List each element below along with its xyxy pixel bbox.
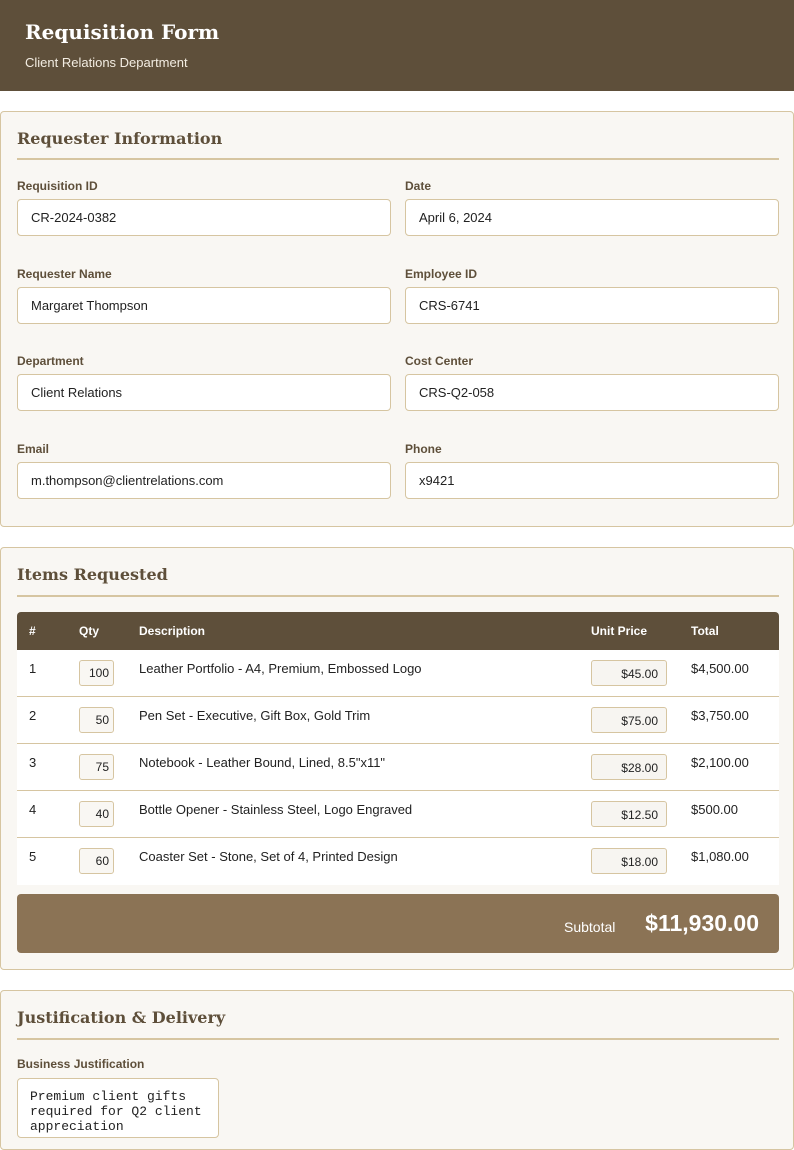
employee-id-input[interactable]: CRS-6741 — [405, 287, 779, 324]
qty-input[interactable]: 75 — [79, 754, 114, 780]
line-total: $1,080.00 — [691, 849, 749, 864]
table-row — [17, 744, 779, 791]
justification-textarea[interactable]: Premium client gifts required for Q2 client appreciation — [17, 1078, 219, 1138]
cost-center-label: Cost Center — [405, 354, 474, 368]
justification-section — [0, 990, 794, 1150]
requisition-id-input[interactable]: CR-2024-0382 — [17, 199, 391, 236]
requisition-id-label: Requisition ID — [17, 179, 98, 193]
qty-input[interactable]: 60 — [79, 848, 114, 874]
item-description: Bottle Opener - Stainless Steel, Logo Engraved — [139, 802, 413, 817]
col-qty: Qty — [79, 624, 100, 638]
row-number: 4 — [29, 802, 37, 817]
section-title: Requester Information — [17, 129, 223, 148]
table-row — [17, 697, 779, 744]
item-description: Leather Portfolio - A4, Premium, Embossed Logo — [139, 661, 422, 676]
divider — [17, 595, 779, 597]
date-input[interactable]: April 6, 2024 — [405, 199, 779, 236]
qty-input[interactable]: 100 — [79, 660, 114, 686]
divider — [17, 1038, 779, 1040]
item-description: Pen Set - Executive, Gift Box, Gold Trim — [139, 708, 371, 723]
subtotal-label: Subtotal — [564, 919, 616, 935]
subtotal-value: $11,930.00 — [645, 910, 759, 936]
email-input[interactable]: m.thompson@clientrelations.com — [17, 462, 391, 499]
cost-center-input[interactable]: CRS-Q2-058 — [405, 374, 779, 411]
unit-price-input[interactable]: $45.00 — [591, 660, 667, 686]
subtotal-bar — [17, 894, 779, 953]
section-title: Items Requested — [17, 565, 168, 584]
unit-price-input[interactable]: $28.00 — [591, 754, 667, 780]
page-title: Requisition Form — [25, 20, 220, 44]
col-description: Description — [139, 624, 206, 638]
department-label: Department — [17, 354, 84, 368]
requester-name-input[interactable]: Margaret Thompson — [17, 287, 391, 324]
requester-section — [0, 111, 794, 527]
unit-price-input[interactable]: $75.00 — [591, 707, 667, 733]
unit-price-input[interactable]: $12.50 — [591, 801, 667, 827]
phone-label: Phone — [405, 441, 442, 456]
line-total: $3,750.00 — [691, 708, 749, 723]
qty-input[interactable]: 40 — [79, 801, 114, 827]
row-number: 5 — [29, 849, 37, 864]
table-header — [17, 612, 779, 650]
item-description: Notebook - Leather Bound, Lined, 8.5"x11" — [139, 755, 386, 770]
email-label: Email — [17, 441, 50, 456]
page-header — [0, 0, 794, 91]
table-row — [17, 650, 779, 697]
row-number: 3 — [29, 755, 37, 770]
items-table — [17, 612, 779, 885]
section-title: Justification & Delivery — [17, 1008, 226, 1027]
row-number: 2 — [29, 708, 37, 723]
col-num: # — [29, 624, 36, 638]
table-row — [17, 791, 779, 838]
line-total: $4,500.00 — [691, 661, 749, 676]
item-description: Coaster Set - Stone, Set of 4, Printed Design — [139, 849, 398, 864]
qty-input[interactable]: 50 — [79, 707, 114, 733]
col-total: Total — [691, 624, 719, 638]
col-unit-price: Unit Price — [591, 624, 648, 638]
divider — [17, 158, 779, 160]
requester-name-label: Requester Name — [17, 266, 112, 281]
justification-label: Business Justification — [17, 1057, 145, 1071]
page-subtitle: Client Relations Department — [25, 55, 188, 70]
table-row — [17, 838, 779, 885]
row-number: 1 — [29, 661, 37, 676]
department-input[interactable]: Client Relations — [17, 374, 391, 411]
employee-id-label: Employee ID — [405, 266, 478, 281]
line-total: $2,100.00 — [691, 755, 749, 770]
unit-price-input[interactable]: $18.00 — [591, 848, 667, 874]
line-total: $500.00 — [691, 802, 738, 817]
items-section — [0, 547, 794, 970]
phone-input[interactable]: x9421 — [405, 462, 779, 499]
date-label: Date — [405, 179, 432, 193]
